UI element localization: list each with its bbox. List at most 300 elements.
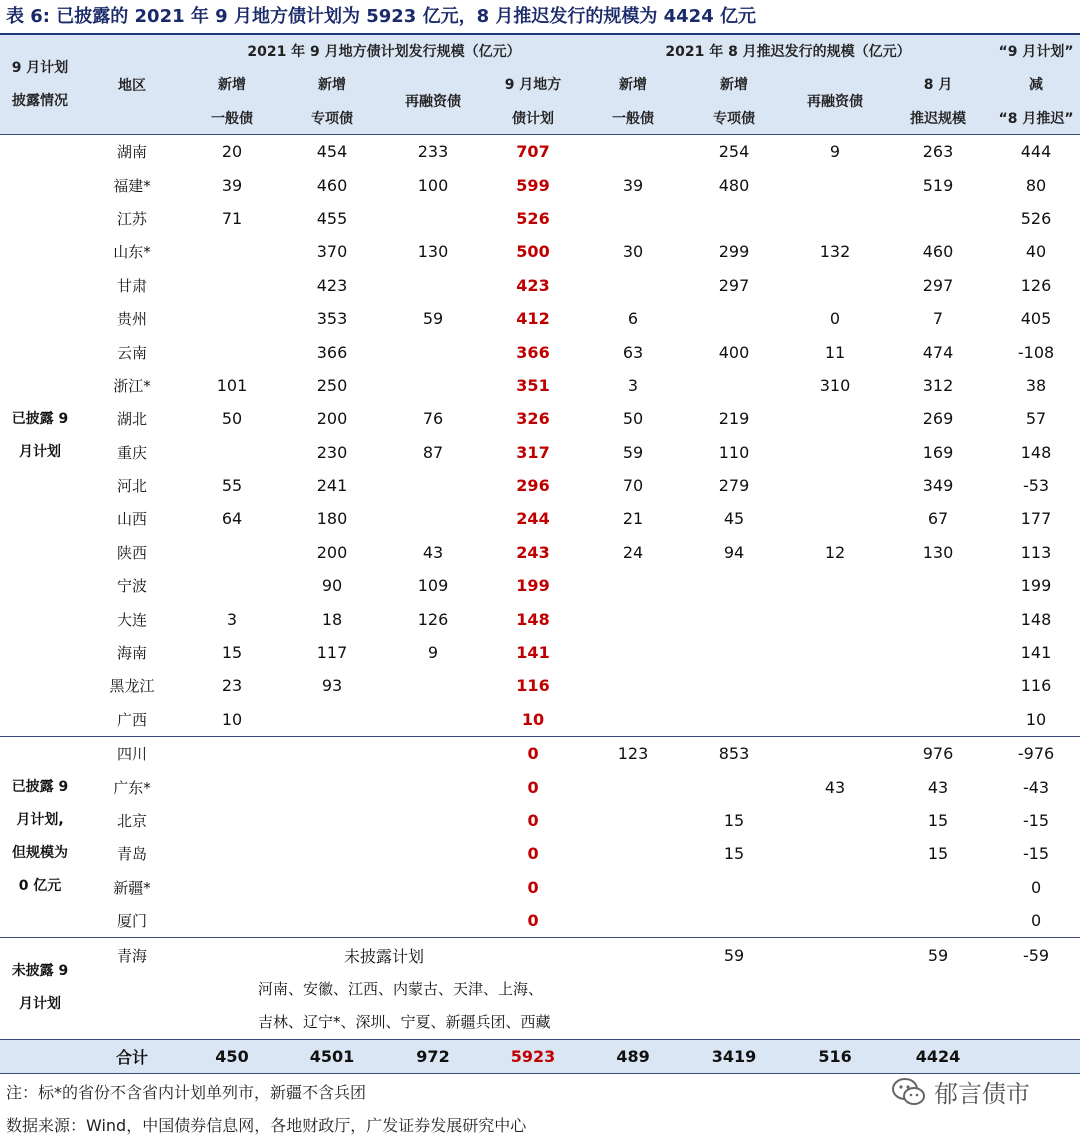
cell-sep-total: 317 — [516, 442, 550, 462]
header-diff-top: “9 月计划” — [992, 35, 1080, 67]
cell-aug-special — [682, 602, 786, 635]
cell-aug-refi: 11 — [824, 342, 846, 362]
cell-sep-total: 243 — [516, 542, 550, 562]
table-row — [0, 972, 1080, 1005]
cell-sep-special: 200 — [316, 409, 348, 429]
total-sep-special: 4501 — [280, 1039, 384, 1073]
cell-sep-general: 3 — [226, 609, 238, 629]
cell-aug-general — [584, 804, 682, 837]
cell-diff: -15 — [1022, 844, 1050, 864]
cell-aug-refi — [786, 436, 884, 469]
cell-diff: 113 — [1020, 542, 1052, 562]
cell-sep-total: 199 — [516, 576, 550, 596]
cell-sep-refi: 126 — [417, 609, 449, 629]
region-cell: 浙江* — [113, 376, 151, 395]
cell-aug-special: 94 — [723, 542, 745, 562]
cell-aug-refi: 310 — [819, 375, 851, 395]
cell-aug-special: 297 — [718, 275, 750, 295]
cell-sep-refi — [384, 202, 482, 235]
cell-sep-special — [280, 737, 384, 771]
cell-aug-refi — [786, 904, 884, 938]
cell-sep-refi — [384, 669, 482, 702]
cell-sep-total: 0 — [482, 737, 584, 771]
total-label: 合计 — [80, 1039, 184, 1073]
undisclosed-provinces: 吉林、辽宁*、深圳、宁夏、新疆兵团、西藏 — [258, 1013, 551, 1032]
cell-diff: -108 — [1017, 342, 1055, 362]
total-aug-general: 489 — [584, 1039, 682, 1073]
cell-sep-refi: 76 — [422, 409, 444, 429]
cell-aug-total: 519 — [922, 175, 954, 195]
cell-diff: 38 — [1025, 375, 1047, 395]
header-sep-general-2: 一般债 — [184, 101, 280, 135]
cell-aug-general: 59 — [622, 442, 644, 462]
cell-aug-special: 480 — [718, 175, 750, 195]
table-row — [0, 269, 1080, 302]
cell-sep-refi — [384, 804, 482, 837]
cell-aug-total — [884, 904, 992, 938]
cell-sep-general — [184, 302, 280, 335]
cell-aug-general: 70 — [622, 476, 644, 496]
cell-sep-special: 250 — [316, 375, 348, 395]
cell-diff: 148 — [1020, 442, 1052, 462]
cell-aug-general — [584, 202, 682, 235]
cell-aug-special: 110 — [718, 442, 750, 462]
cell-sep-total: 116 — [516, 676, 550, 696]
cell-aug-refi: 132 — [819, 242, 851, 262]
cell-aug-refi: 9 — [786, 135, 884, 169]
cell-sep-refi — [384, 770, 482, 803]
cell-aug-general: 39 — [622, 175, 644, 195]
cell-sep-refi: 233 — [384, 135, 482, 169]
cell-aug-special: 219 — [718, 409, 750, 429]
cell-aug-special: 15 — [723, 811, 745, 830]
cell-sep-general — [184, 235, 280, 268]
table-title: 表 6: 已披露的 2021 年 9 月地方债计划为 5923 亿元，8 月推迟发行的规模为 4424 亿元 — [6, 6, 756, 27]
cell-diff: -15 — [1022, 811, 1050, 830]
cell-aug-special — [682, 302, 786, 335]
cell-sep-general — [184, 569, 280, 602]
cell-sep-total: 599 — [516, 175, 550, 195]
cell-sep-refi — [384, 837, 482, 870]
cell-sep-special — [280, 837, 384, 870]
cell-diff: 148 — [1020, 609, 1052, 629]
cell-diff: 57 — [1025, 409, 1047, 429]
total-aug-total: 4424 — [884, 1039, 992, 1073]
cell-sep-special — [280, 904, 384, 938]
cell-sep-refi: 130 — [417, 242, 449, 262]
cell-aug-general — [584, 904, 682, 938]
total-blank — [0, 1039, 80, 1073]
cell-aug-total: 312 — [922, 375, 954, 395]
cell-diff: 0 — [1030, 911, 1042, 931]
cell-aug-total: 7 — [932, 309, 944, 329]
cell-sep-refi: 43 — [422, 542, 444, 562]
header-sep-refi: 再融资债 — [384, 67, 482, 135]
table-row — [0, 436, 1080, 469]
cell-sep-general — [184, 335, 280, 368]
region-cell: 广东* — [113, 778, 151, 797]
header-aug-general-1: 新增 — [584, 67, 682, 101]
cell-sep-general — [184, 737, 280, 771]
cell-aug-total — [884, 871, 992, 904]
undisclosed-plan-note: 未披露计划 — [184, 938, 584, 972]
region-cell: 贵州 — [116, 310, 147, 329]
table-row — [0, 202, 1080, 235]
cell-aug-total: 130 — [922, 542, 954, 562]
header-aug-special-1: 新增 — [682, 67, 786, 101]
header-aug-refi: 再融资债 — [786, 67, 884, 135]
cell-aug-special — [682, 569, 786, 602]
region-cell: 青岛 — [116, 845, 147, 864]
total-sep-total: 5923 — [482, 1039, 584, 1073]
region-cell: 甘肃 — [116, 276, 147, 295]
cell-aug-general — [584, 569, 682, 602]
cell-aug-total — [884, 602, 992, 635]
cell-sep-total: 10 — [521, 709, 545, 729]
cell-aug-general: 21 — [622, 509, 644, 529]
total-aug-special: 3419 — [682, 1039, 786, 1073]
region-cell: 湖南 — [80, 135, 184, 169]
cell-aug-refi: 43 — [824, 777, 846, 797]
cell-aug-special — [682, 669, 786, 702]
region-cell: 海南 — [116, 644, 147, 663]
cell-aug-total: 43 — [927, 777, 949, 797]
cell-aug-special: 15 — [723, 844, 745, 864]
table-row — [0, 536, 1080, 569]
cell-sep-special: 460 — [316, 175, 348, 195]
total-diff — [992, 1039, 1080, 1073]
section-disclosed: 已披露 9 月计划 — [0, 135, 80, 737]
cell-aug-general — [584, 269, 682, 302]
region-cell: 山东* — [113, 243, 151, 262]
cell-sep-refi: 9 — [427, 643, 439, 663]
cell-sep-refi — [384, 703, 482, 737]
table-row — [0, 402, 1080, 435]
section-zero-plan: 已披露 9 月计划, 但规模为 0 亿元 — [0, 737, 80, 938]
header-aug-total-1: 8 月 — [884, 67, 992, 101]
cell-aug-general — [584, 837, 682, 870]
cell-aug-general — [584, 938, 682, 972]
cell-aug-total: 460 — [922, 242, 954, 262]
cell-sep-total: 526 — [516, 208, 550, 228]
cell-diff: 141 — [1020, 643, 1052, 663]
table-row — [0, 569, 1080, 602]
region-cell: 宁波 — [116, 577, 147, 596]
cell-aug-special: 299 — [718, 242, 750, 262]
cell-aug-special — [682, 636, 786, 669]
cell-sep-total: 366 — [516, 342, 550, 362]
cell-aug-total: 15 — [927, 811, 949, 830]
cell-aug-refi — [786, 804, 884, 837]
cell-aug-general — [584, 871, 682, 904]
cell-sep-special — [280, 871, 384, 904]
cell-aug-total — [884, 569, 992, 602]
header-group-august: 2021 年 8 月推迟发行的规模（亿元） — [584, 35, 992, 67]
cell-aug-general: 123 — [584, 737, 682, 771]
cell-sep-total: 0 — [527, 877, 539, 897]
header-diff-bot: “8 月推迟” — [992, 101, 1080, 135]
cell-aug-general: 3 — [627, 375, 639, 395]
cell-sep-total: 0 — [527, 911, 539, 931]
cell-diff: 40 — [1025, 242, 1047, 262]
cell-aug-general: 24 — [622, 542, 644, 562]
header-diff-mid: 减 — [992, 67, 1080, 101]
cell-aug-total: 15 — [927, 844, 949, 864]
cell-aug-refi — [786, 636, 884, 669]
cell-aug-general — [584, 770, 682, 803]
cell-diff: 116 — [1020, 676, 1052, 696]
cell-sep-general — [184, 871, 280, 904]
cell-sep-special: 241 — [316, 476, 348, 496]
region-cell: 青海 — [80, 938, 184, 972]
wechat-icon — [892, 1077, 926, 1107]
cell-sep-special: 230 — [316, 442, 348, 462]
region-cell: 黑龙江 — [109, 677, 155, 696]
cell-sep-general: 55 — [221, 476, 243, 496]
table-row — [0, 135, 1080, 169]
region-cell: 四川 — [80, 737, 184, 771]
undisclosed-provinces: 河南、安徽、江西、内蒙古、天津、上海、 — [258, 979, 544, 998]
cell-sep-special — [280, 770, 384, 803]
cell-aug-refi — [786, 871, 884, 904]
cell-aug-general — [584, 636, 682, 669]
table-row — [0, 703, 1080, 737]
cell-sep-general: 64 — [221, 509, 243, 529]
header-aug-total-2: 推迟规模 — [884, 101, 992, 135]
cell-aug-general — [584, 669, 682, 702]
table-row — [0, 502, 1080, 535]
cell-aug-refi — [786, 569, 884, 602]
cell-sep-total: 244 — [516, 509, 550, 529]
table-row — [0, 302, 1080, 335]
cell-sep-refi — [384, 737, 482, 771]
cell-sep-total: 0 — [527, 844, 539, 864]
cell-sep-refi: 100 — [417, 175, 449, 195]
region-cell: 福建* — [113, 176, 151, 195]
cell-sep-special: 200 — [316, 542, 348, 562]
cell-aug-general: 30 — [622, 242, 644, 262]
table-row — [0, 469, 1080, 502]
cell-diff: 199 — [1020, 576, 1052, 596]
cell-sep-general: 39 — [221, 175, 243, 195]
cell-aug-refi — [786, 269, 884, 302]
table-row — [0, 168, 1080, 201]
cell-aug-general — [584, 703, 682, 737]
cell-sep-special: 455 — [316, 208, 348, 228]
cell-diff: 126 — [1020, 275, 1052, 295]
cell-aug-refi — [786, 703, 884, 737]
cell-sep-general — [184, 436, 280, 469]
table-row — [0, 636, 1080, 669]
cell-diff: 80 — [1025, 175, 1047, 195]
cell-aug-special — [682, 904, 786, 938]
cell-aug-total: 59 — [884, 938, 992, 972]
region-cell: 河北 — [116, 477, 147, 496]
table-row — [0, 1005, 1080, 1039]
cell-sep-general: 71 — [221, 208, 243, 228]
region-cell: 大连 — [116, 610, 147, 629]
cell-sep-general: 10 — [221, 709, 243, 729]
cell-sep-general — [184, 804, 280, 837]
header-sep-total-2: 债计划 — [482, 101, 584, 135]
region-cell: 山西 — [116, 510, 147, 529]
cell-aug-refi — [786, 837, 884, 870]
cell-aug-refi — [786, 737, 884, 771]
cell-aug-special: 45 — [723, 509, 745, 529]
header-sep-general-1: 新增 — [184, 67, 280, 101]
cell-sep-general — [184, 536, 280, 569]
header-group-september: 2021 年 9 月地方债计划发行规模（亿元） — [184, 35, 584, 67]
watermark — [892, 1074, 1030, 1109]
cell-sep-total: 0 — [527, 811, 539, 830]
header-aug-general-2: 一般债 — [584, 101, 682, 135]
table-row — [0, 602, 1080, 635]
cell-diff: 10 — [1025, 709, 1047, 729]
watermark-text: 郁言债市 — [934, 1080, 1030, 1108]
table-row — [0, 904, 1080, 938]
cell-aug-special — [682, 871, 786, 904]
cell-sep-total: 707 — [482, 135, 584, 169]
cell-aug-refi: 0 — [829, 309, 841, 329]
cell-sep-general: 101 — [216, 375, 248, 395]
cell-sep-general: 50 — [221, 409, 243, 429]
region-cell: 江苏 — [116, 209, 147, 228]
cell-diff: -976 — [992, 737, 1080, 771]
cell-sep-special: 366 — [316, 342, 348, 362]
header-disclosure-status: 9 月计划 披露情况 — [0, 35, 80, 135]
cell-aug-special — [682, 202, 786, 235]
cell-sep-total: 412 — [516, 309, 550, 329]
table-note: 注：标*的省份不含省内计划单列市，新疆不含兵团 — [6, 1083, 367, 1102]
data-source: 数据来源：Wind，中国债券信息网，各地财政厅，广发证券发展研究中心 — [6, 1116, 527, 1135]
header-sep-total-1: 9 月地方 — [482, 67, 584, 101]
cell-aug-total — [884, 669, 992, 702]
table-row — [0, 770, 1080, 803]
cell-sep-total: 351 — [516, 375, 550, 395]
cell-sep-special — [280, 703, 384, 737]
table-row — [0, 669, 1080, 702]
region-cell: 北京 — [116, 812, 147, 830]
region-cell: 陕西 — [116, 543, 147, 562]
cell-sep-total: 296 — [516, 476, 550, 496]
cell-sep-general: 23 — [221, 676, 243, 696]
cell-sep-special: 180 — [316, 509, 348, 529]
cell-aug-special: 279 — [718, 476, 750, 496]
cell-aug-total — [884, 202, 992, 235]
cell-aug-special — [682, 770, 786, 803]
region-cell: 厦门 — [116, 912, 147, 931]
cell-aug-special — [682, 703, 786, 737]
cell-sep-refi — [384, 335, 482, 368]
cell-sep-special: 93 — [321, 676, 343, 696]
cell-aug-total: 297 — [922, 275, 954, 295]
table-row — [0, 871, 1080, 904]
header-region: 地区 — [80, 35, 184, 135]
cell-sep-general — [184, 269, 280, 302]
cell-aug-refi — [786, 602, 884, 635]
table-row — [0, 737, 1080, 771]
cell-aug-refi — [786, 502, 884, 535]
cell-sep-special: 423 — [316, 275, 348, 295]
cell-sep-special: 117 — [316, 643, 348, 663]
cell-aug-refi — [786, 202, 884, 235]
cell-sep-special: 370 — [316, 242, 348, 262]
region-cell: 广西 — [116, 710, 147, 729]
header-sep-special-1: 新增 — [280, 67, 384, 101]
table-row — [0, 804, 1080, 837]
total-sep-refi: 972 — [384, 1039, 482, 1073]
cell-sep-refi — [384, 269, 482, 302]
cell-sep-refi: 59 — [422, 309, 444, 329]
cell-aug-refi — [786, 469, 884, 502]
cell-aug-refi — [786, 402, 884, 435]
cell-aug-general: 50 — [622, 409, 644, 429]
cell-sep-refi — [384, 871, 482, 904]
cell-aug-total: 976 — [884, 737, 992, 771]
bond-plan-table — [0, 35, 1080, 1074]
region-cell: 湖北 — [116, 410, 147, 429]
cell-diff: -59 — [992, 938, 1080, 972]
cell-diff: 444 — [992, 135, 1080, 169]
table-row — [0, 335, 1080, 368]
cell-sep-total: 423 — [516, 275, 550, 295]
cell-diff: -43 — [1022, 777, 1050, 797]
cell-sep-refi — [384, 502, 482, 535]
region-cell: 新疆* — [113, 878, 151, 897]
cell-aug-total: 169 — [922, 442, 954, 462]
cell-aug-general — [584, 602, 682, 635]
header-aug-special-2: 专项债 — [682, 101, 786, 135]
cell-aug-general: 6 — [627, 309, 639, 329]
table-row — [0, 837, 1080, 870]
cell-sep-special: 353 — [316, 309, 348, 329]
cell-sep-special: 18 — [321, 609, 343, 629]
cell-sep-total: 500 — [516, 242, 550, 262]
total-row — [0, 1039, 1080, 1073]
cell-sep-general: 20 — [184, 135, 280, 169]
cell-aug-total — [884, 703, 992, 737]
cell-sep-total: 148 — [516, 609, 550, 629]
cell-aug-refi: 12 — [824, 542, 846, 562]
cell-diff: 177 — [1020, 509, 1052, 529]
cell-sep-refi — [384, 469, 482, 502]
cell-sep-special — [280, 804, 384, 837]
cell-aug-special: 254 — [682, 135, 786, 169]
cell-aug-special: 853 — [682, 737, 786, 771]
cell-sep-refi: 87 — [422, 442, 444, 462]
table-row — [0, 938, 1080, 972]
cell-aug-special — [682, 369, 786, 402]
cell-aug-refi — [786, 669, 884, 702]
cell-diff: 405 — [1020, 309, 1052, 329]
region-cell: 云南 — [116, 343, 147, 362]
cell-aug-total: 67 — [927, 509, 949, 529]
cell-aug-total: 349 — [922, 476, 954, 496]
cell-sep-special: 90 — [321, 576, 343, 596]
cell-aug-special: 400 — [718, 342, 750, 362]
cell-sep-total: 0 — [527, 777, 539, 797]
region-cell: 重庆 — [116, 443, 147, 462]
total-sep-general: 450 — [184, 1039, 280, 1073]
cell-sep-refi: 109 — [417, 576, 449, 596]
cell-aug-general: 63 — [622, 342, 644, 362]
cell-aug-refi — [786, 168, 884, 201]
cell-sep-refi — [384, 369, 482, 402]
cell-sep-total: 141 — [516, 643, 550, 663]
total-aug-refi: 516 — [786, 1039, 884, 1073]
header-sep-special-2: 专项债 — [280, 101, 384, 135]
cell-aug-total — [884, 636, 992, 669]
